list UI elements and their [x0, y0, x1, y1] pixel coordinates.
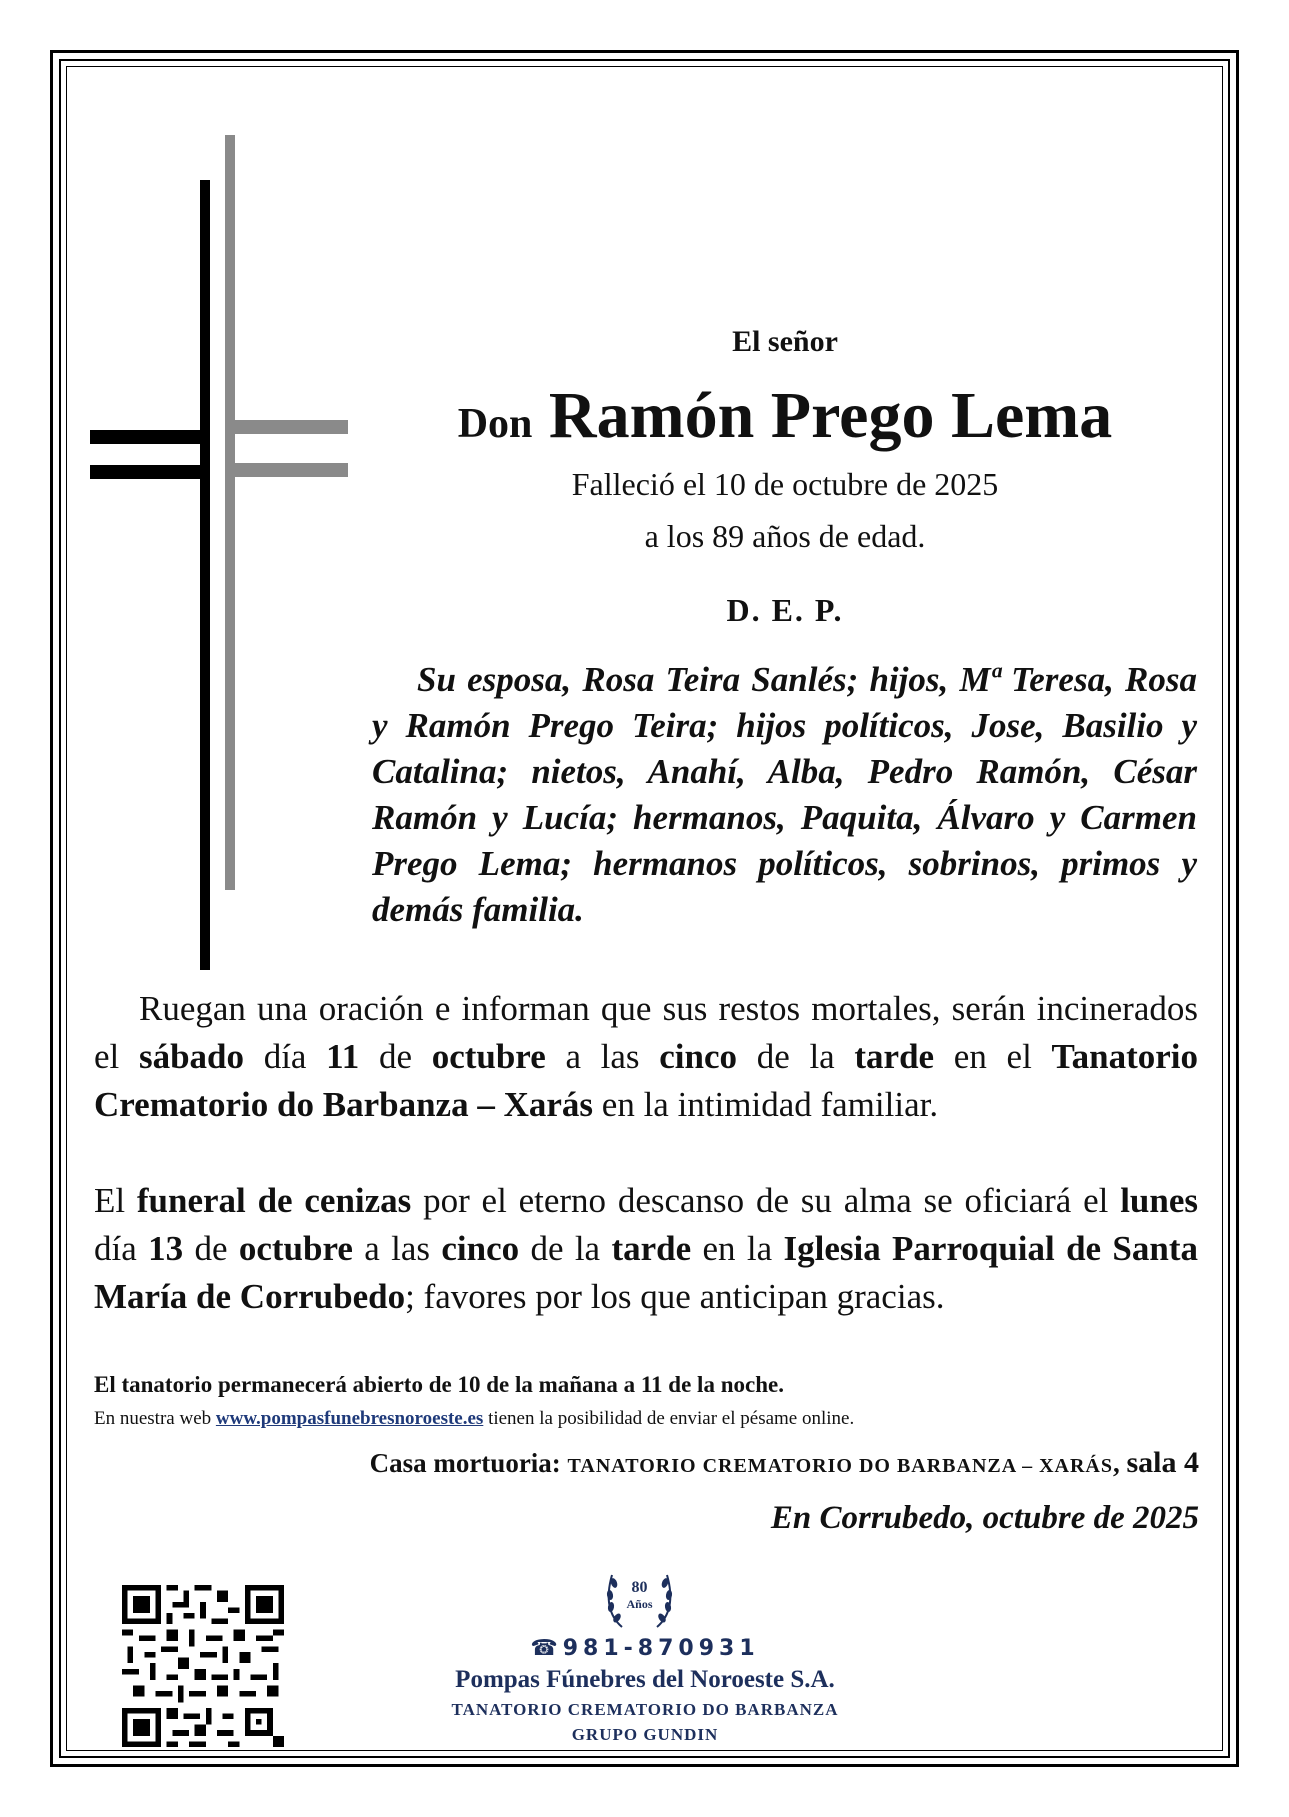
bold-segment: octubre [431, 1037, 546, 1076]
text-segment: a las [352, 1229, 442, 1268]
text-segment: día [94, 1229, 149, 1268]
phone-number: 981-870931 [562, 1636, 760, 1661]
cross-grey-vertical [225, 135, 235, 890]
telephone-icon: ☎ [530, 1636, 563, 1661]
phone-line[interactable] [400, 1636, 890, 1661]
cross-black-bar-top [90, 430, 210, 444]
web-prefix: En nuestra web [94, 1408, 216, 1429]
bold-segment: octubre [238, 1229, 353, 1268]
casa-sep: , [1112, 1448, 1127, 1478]
deceased-name: Ramón Prego Lema [548, 379, 1113, 452]
funeral-home-line [370, 1446, 1199, 1480]
age-line: a los 89 años de edad. [644, 518, 926, 554]
text-segment: de la [519, 1229, 612, 1268]
bold-segment: lunes [1120, 1181, 1198, 1220]
text-segment: día [244, 1037, 327, 1076]
text-segment: de [359, 1037, 432, 1076]
text-segment: Ruegan una oración e informan que sus restos mortales, serán incinerados el [94, 989, 1198, 1076]
company-name: Pompas Fúnebres del Noroeste S.A. [455, 1666, 835, 1693]
deceased-name-line [370, 378, 1200, 454]
company-group: GRUPO GUNDIN [571, 1725, 719, 1744]
cross-icon [90, 130, 350, 970]
web-suffix: tienen la posibilidad de enviar el pésame online. [483, 1408, 855, 1429]
bold-segment: cinco [659, 1037, 738, 1076]
cross-black-bar-bottom [90, 465, 210, 479]
bold-segment: 11 [326, 1037, 360, 1076]
family-list: Su esposa, Rosa Teira Sanlés; hijos, Mª Teresa, Rosa y Ramón Prego Teira; hijos políticos, Jose, Basilio y Catalina; nietos, Anahí, Alba, Pedro Ramón, César Ramón y Lucía; hermanos, Paquita, Álvaro y Carmen Prego Lema; hermanos políticos, sobrinos, primos y demás familia. [372, 660, 1197, 929]
text-segment: de [183, 1229, 239, 1268]
text-segment: en la [691, 1229, 784, 1268]
badge-label: Años [626, 1597, 653, 1611]
badge-number: 80 [631, 1579, 648, 1596]
bold-segment: Tanatorio Crematorio do Barbanza – Xarás [94, 1037, 1199, 1124]
cremation-announcement [94, 985, 1198, 1129]
company-subtitle: TANATORIO CREMATORIO DO BARBANZA [451, 1700, 839, 1719]
honorific: El señor [732, 325, 838, 358]
text-segment: ; favores por los que anticipan gracias. [405, 1277, 945, 1316]
text-segment: en el [934, 1037, 1052, 1076]
text-segment: por el eterno descanso de su alma se oficiará el [411, 1181, 1121, 1220]
bold-segment: tarde [854, 1037, 935, 1076]
bold-segment: cinco [441, 1229, 520, 1268]
death-date: Falleció el 10 de octubre de 2025 [571, 466, 999, 502]
text-segment: de la [737, 1037, 855, 1076]
rip-text: D. E. P. [726, 592, 844, 628]
cross-black-vertical [200, 180, 210, 970]
text-segment: en la intimidad familiar. [593, 1085, 939, 1124]
cross-grey-bar-bottom [225, 463, 348, 477]
bold-segment: sábado [138, 1037, 245, 1076]
text-segment: El [94, 1181, 137, 1220]
funeral-announcement [94, 1177, 1198, 1321]
bold-segment: tarde [611, 1229, 692, 1268]
casa-place: TANATORIO CREMATORIO DO BARBANZA – XARÁS [567, 1455, 1113, 1477]
title-prefix: Don [457, 401, 533, 447]
bold-segment: Iglesia Parroquial de Santa María de Corrubedo [94, 1229, 1198, 1316]
casa-sala: sala 4 [1126, 1446, 1199, 1479]
qr-code-icon[interactable] [122, 1585, 284, 1747]
text-segment: a las [545, 1037, 660, 1076]
anniversary-badge-icon [592, 1555, 687, 1640]
opening-hours: El tanatorio permanecerá abierto de 10 de la mañana a 11 de la noche. [94, 1372, 784, 1397]
website-link[interactable]: www.pompasfunebresnoroeste.es [215, 1408, 484, 1429]
web-condolence-line [94, 1408, 854, 1430]
cross-grey-bar-top [225, 420, 348, 434]
bold-segment: 13 [148, 1229, 184, 1268]
bold-segment: funeral de cenizas [136, 1181, 412, 1220]
place-and-date: En Corrubedo, octubre de 2025 [770, 1500, 1199, 1536]
casa-label: Casa mortuoria: [369, 1448, 568, 1478]
